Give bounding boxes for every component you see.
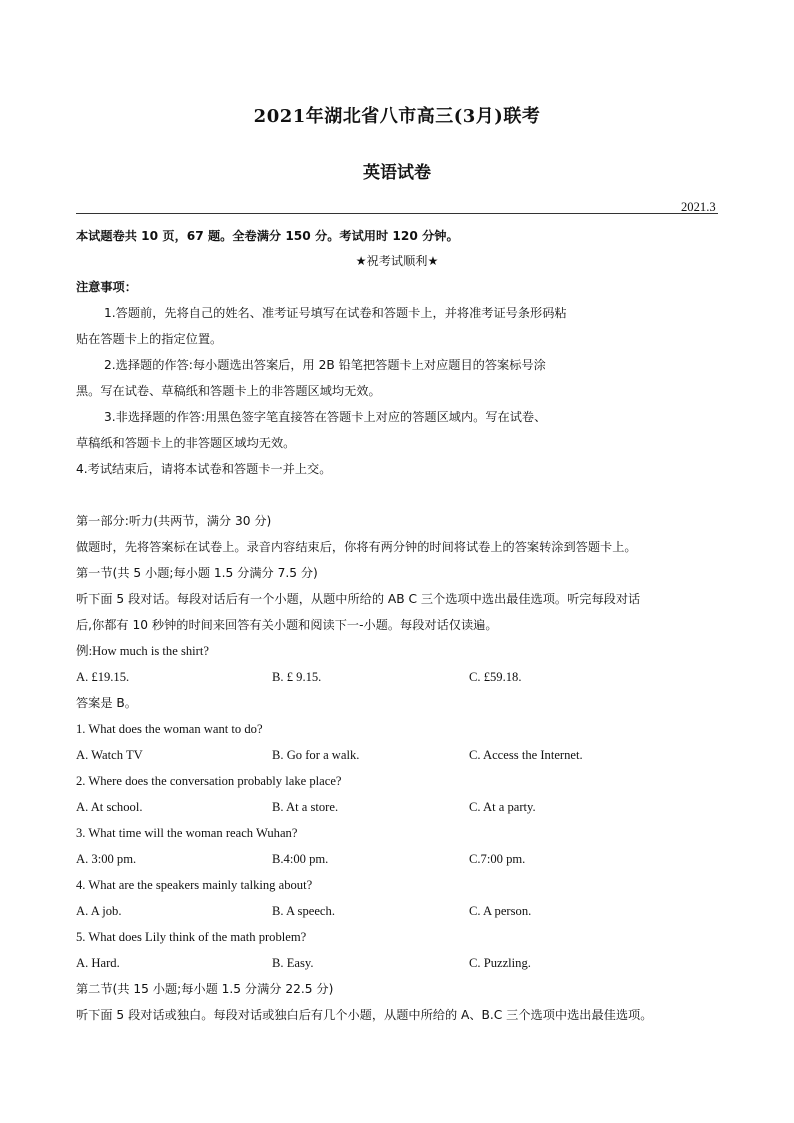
- note-line: 黑。写在试卷、草稿纸和答题卡上的非答题区域均无效。: [76, 384, 381, 398]
- part1-instruction: 做题时，先将答案标在试卷上。录音内容结束后，你将有两分钟的时间将试卷上的答案转涂到答题卡上。: [76, 540, 637, 554]
- question-text: 1. What does the woman want to do?: [76, 722, 263, 736]
- section2-instruction: 听下面 5 段对话或独白。每段对话或独白后有几个小题，从题中所给的 A、B.C 三个选项中选出最佳选项。: [76, 1008, 653, 1022]
- header-divider: [76, 213, 718, 214]
- example-question: 例:How much is the shirt?: [76, 644, 209, 658]
- option-c: C.7:00 pm.: [469, 852, 526, 866]
- question-text: 5. What does Lily think of the math problem?: [76, 930, 307, 944]
- option-a: A. 3:00 pm.: [76, 852, 137, 866]
- note-line: 草稿纸和答题卡上的非答题区域均无效。: [76, 436, 296, 450]
- note-line: 1.答题前，先将自己的姓名、准考证号填写在试卷和答题卡上，并将准考证号条形码粘: [104, 306, 567, 320]
- option-b: B. Go for a walk.: [272, 748, 360, 762]
- example-option-c: C. £59.18.: [469, 670, 522, 684]
- exam-date: 2021.3: [681, 200, 716, 214]
- option-b: B. At a store.: [272, 800, 339, 814]
- exam-summary: 本试题卷共 10 页，67 题。全卷满分 150 分。考试用时 120 分钟。: [76, 229, 459, 243]
- section2-heading: 第二节(共 15 小题;每小题 1.5 分满分 22.5 分): [76, 982, 334, 996]
- option-c: C. Puzzling.: [469, 956, 531, 970]
- good-luck-note: ★祝考试顺利★: [355, 254, 439, 268]
- option-b: B. A speech.: [272, 904, 335, 918]
- option-b: B. Easy.: [272, 956, 314, 970]
- example-option-a: A. £19.15.: [76, 670, 130, 684]
- note-line: 2.选择题的作答:每小题选出答案后，用 2B 铅笔把答题卡上对应题目的答案标号涂: [104, 358, 546, 372]
- part1-heading: 第一部分:听力(共两节，满分 30 分): [76, 514, 272, 528]
- option-a: A. A job.: [76, 904, 122, 918]
- section1-instruction: 听下面 5 段对话。每段对话后有一个小题，从题中所给的 AB C 三个选项中选出最佳选项。听完每段对话: [76, 592, 641, 606]
- option-a: A. At school.: [76, 800, 143, 814]
- question-text: 3. What time will the woman reach Wuhan?: [76, 826, 298, 840]
- example-answer: 答案是 B。: [76, 696, 137, 710]
- page-subtitle: 英语试卷: [363, 163, 431, 183]
- option-c: C. At a party.: [469, 800, 536, 814]
- option-a: A. Watch TV: [76, 748, 143, 762]
- note-line: 4.考试结束后，请将本试卷和答题卡一并上交。: [76, 462, 332, 476]
- notes-heading: 注意事项：: [76, 280, 137, 294]
- page-title: 2021年湖北省八市高三(3月)联考: [253, 106, 541, 127]
- question-text: 4. What are the speakers mainly talking about?: [76, 878, 313, 892]
- note-line: 3.非选择题的作答:用黑色签字笔直接答在答题卡上对应的答题区域内。写在试卷、: [104, 410, 547, 424]
- section1-heading: 第一节(共 5 小题;每小题 1.5 分满分 7.5 分): [76, 566, 318, 580]
- example-option-b: B. £ 9.15.: [272, 670, 322, 684]
- section1-instruction: 后,你都有 10 秒钟的时间来回答有关小题和阅读下一-小题。每段对话仅读遍。: [76, 618, 498, 632]
- option-c: C. Access the Internet.: [469, 748, 583, 762]
- question-text: 2. Where does the conversation probably lake place?: [76, 774, 342, 788]
- option-a: A. Hard.: [76, 956, 120, 970]
- option-c: C. A person.: [469, 904, 532, 918]
- note-line: 贴在答题卡上的指定位置。: [76, 332, 223, 346]
- option-b: B.4:00 pm.: [272, 852, 329, 866]
